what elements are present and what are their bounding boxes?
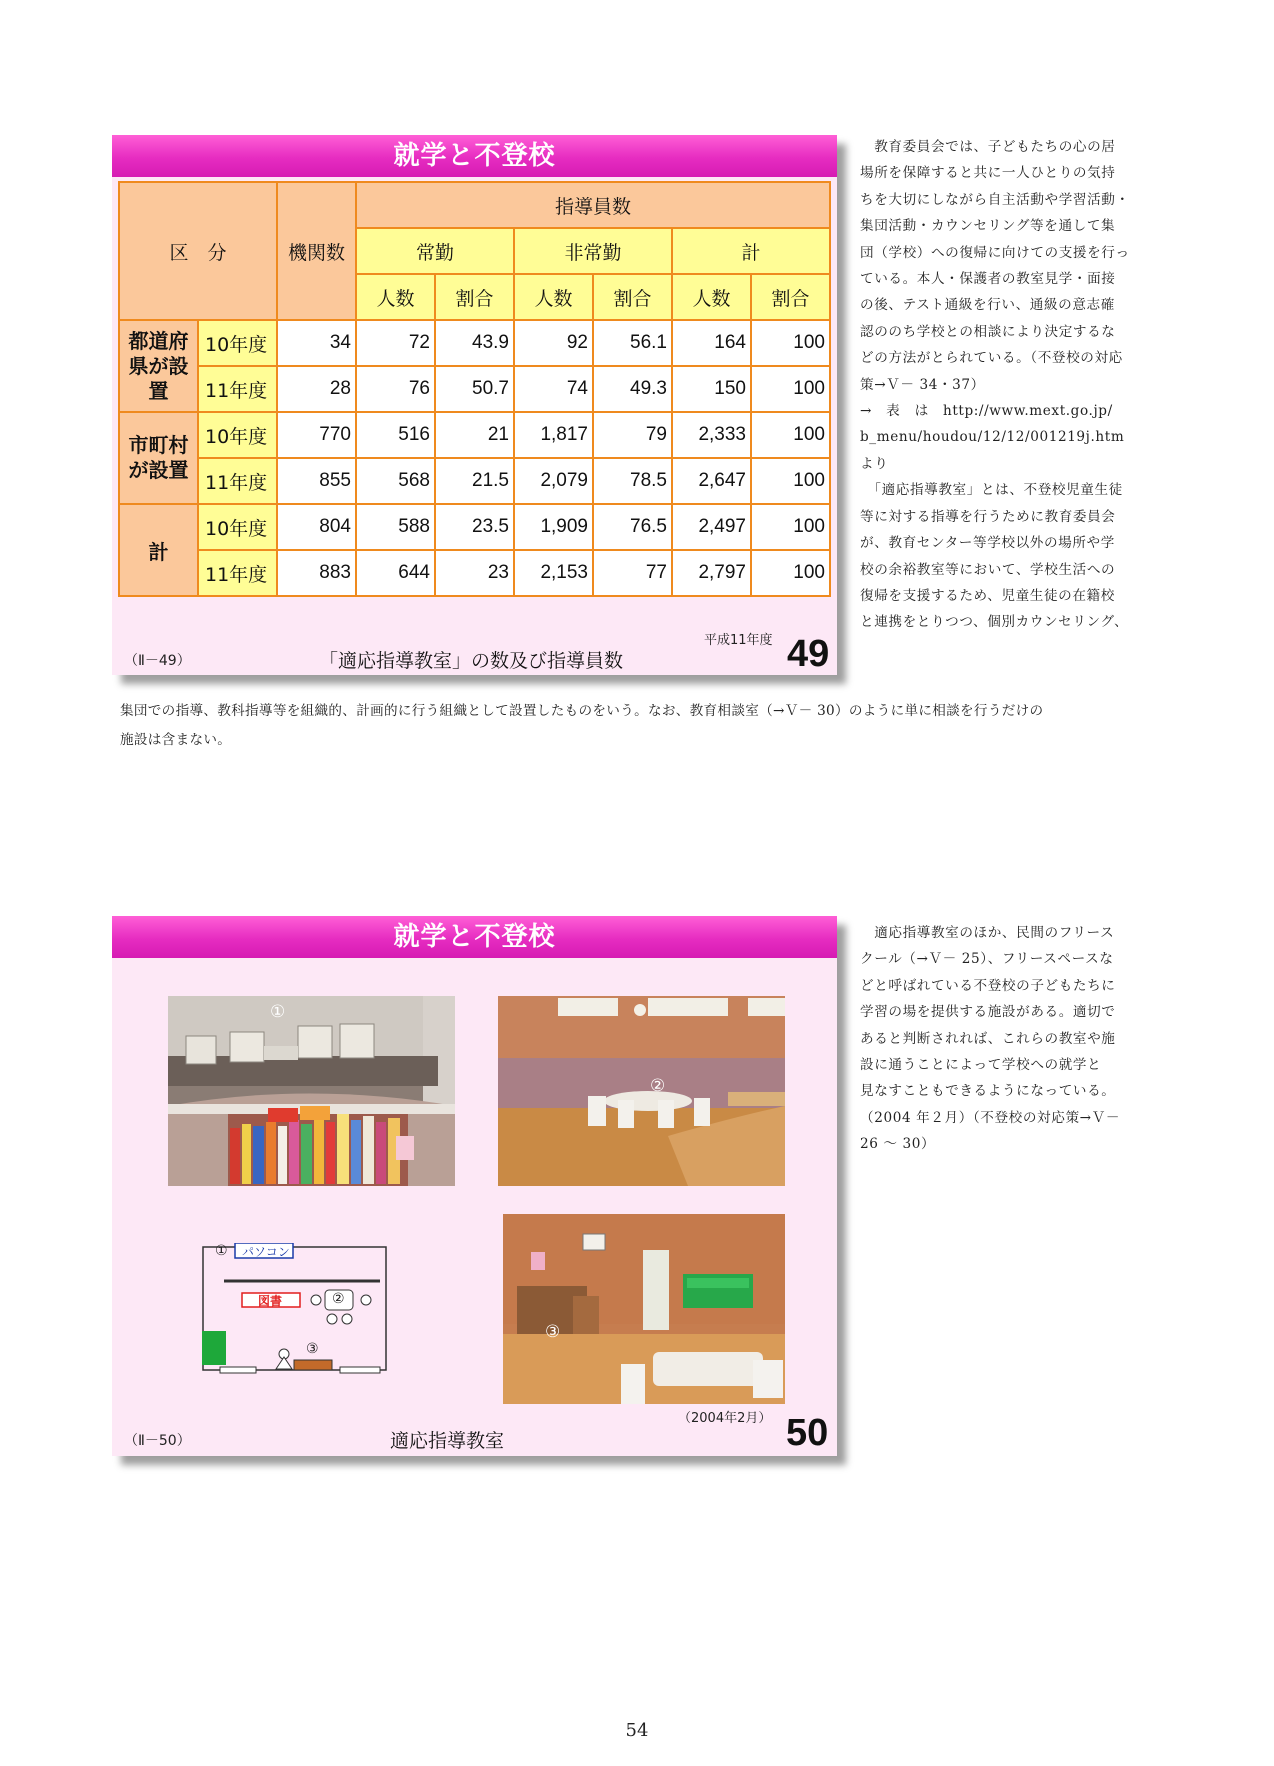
cell-institutions: 855 — [277, 458, 356, 504]
photo-room-with-tables — [498, 996, 785, 1186]
cell-ft-count: 72 — [356, 320, 435, 366]
text-line: どと呼ばれている不登校の子どもたちに — [860, 977, 1116, 994]
slide-caption: 「適応指導教室」の数及び指導員数 — [319, 650, 624, 672]
table-row — [119, 504, 830, 550]
cell-total-ratio: 100 — [751, 504, 830, 550]
cell-pt-ratio: 79 — [593, 412, 672, 458]
cell-ft-ratio: 23.5 — [435, 504, 514, 550]
cell-pt-ratio: 56.1 — [593, 320, 672, 366]
cell-total-count: 164 — [672, 320, 751, 366]
cell-ft-ratio: 50.7 — [435, 366, 514, 412]
cell-ft-count: 516 — [356, 412, 435, 458]
cell-institutions: 770 — [277, 412, 356, 458]
cell-total-ratio: 100 — [751, 550, 830, 596]
text-line: が、教育センター等学校以外の場所や学 — [860, 535, 1115, 552]
table-row — [119, 366, 830, 412]
text-line: 認ののち学校との相談により決定するな — [860, 323, 1116, 340]
text-line: 校の余裕教室等において、学校生活への — [860, 561, 1116, 578]
slide-50-description — [860, 920, 1152, 1158]
cell-ft-ratio: 23 — [435, 550, 514, 596]
row-year: 10年度 — [198, 320, 277, 366]
photo-gym-corner — [503, 1214, 785, 1404]
photo-marker: ③ — [545, 1322, 561, 1342]
slide-49-description — [860, 134, 1152, 636]
slide-code: （Ⅱ－50） — [124, 1433, 191, 1449]
text-line: 適応指導教室のほか、民間のフリース — [860, 925, 1115, 941]
header-pt-count: 人数 — [514, 274, 593, 320]
header-total-count: 人数 — [672, 274, 751, 320]
slide-49 — [112, 135, 837, 675]
header-ft-ratio: 割合 — [435, 274, 514, 320]
row-group-label: 市町村が設置 — [119, 412, 198, 504]
photo-marker: ① — [270, 1002, 286, 1022]
row-year: 11年度 — [198, 550, 277, 596]
slide-50 — [112, 916, 837, 1456]
cell-pt-count: 2,153 — [514, 550, 593, 596]
photo-computers-and-library — [168, 996, 455, 1186]
table-row — [119, 412, 830, 458]
text-line: 見なすこともできるようになっている。 — [860, 1083, 1116, 1100]
text-line: b_menu/houdou/12/12/001219j.htm — [860, 429, 1125, 446]
header-fulltime: 常勤 — [356, 228, 514, 274]
table-row — [119, 458, 830, 504]
cell-pt-count: 92 — [514, 320, 593, 366]
row-group-label: 都道府県が設置 — [119, 320, 198, 412]
cell-ft-ratio: 21.5 — [435, 458, 514, 504]
cell-total-count: 2,797 — [672, 550, 751, 596]
header-ft-count: 人数 — [356, 274, 435, 320]
text-line: どの方法がとられている。（不登校の対応 — [860, 350, 1123, 367]
row-year: 10年度 — [198, 504, 277, 550]
cell-total-ratio: 100 — [751, 412, 830, 458]
text-line: 教育委員会では、子どもたちの心の居 — [860, 139, 1116, 155]
text-line: 策→Ｖ－ 34・37） — [860, 376, 985, 393]
cell-pt-ratio: 78.5 — [593, 458, 672, 504]
cell-pt-count: 1,817 — [514, 412, 593, 458]
text-line: 設に通うことによって学校への就学と — [860, 1057, 1102, 1074]
cell-total-count: 2,333 — [672, 412, 751, 458]
cell-pt-ratio: 77 — [593, 550, 672, 596]
slide-date: （2004年2月） — [678, 1411, 772, 1426]
text-line: 団（学校）への復帰に向けての支援を行っ — [860, 244, 1130, 261]
cell-total-count: 2,497 — [672, 504, 751, 550]
text-line: 等に対する指導を行うために教育委員会 — [860, 508, 1116, 525]
text-line: 26 ～ 30） — [860, 1136, 936, 1153]
text-line: の後、テスト通級を行い、通級の意志確 — [860, 297, 1115, 314]
text-line: あると判断されれば、これらの教室や施 — [860, 1030, 1116, 1047]
photo-marker: ② — [650, 1076, 666, 1096]
text-line: クール（→Ｖ－ 25）、フリースペースな — [860, 951, 1114, 968]
cell-total-ratio: 100 — [751, 366, 830, 412]
text-line: 学習の場を提供する施設がある。適切で — [860, 1004, 1116, 1021]
plan-marker: ② — [332, 1291, 345, 1307]
text-line: 復帰を支援するため、児童生徒の在籍校 — [860, 587, 1115, 604]
plan-pc-label: パソコン — [242, 1245, 290, 1259]
slide-number: 50 — [786, 1412, 829, 1454]
slide-date: 平成11年度 — [704, 633, 773, 648]
row-year: 11年度 — [198, 366, 277, 412]
header-parttime: 非常勤 — [514, 228, 672, 274]
cell-ft-count: 644 — [356, 550, 435, 596]
row-group-label: 計 — [119, 504, 198, 596]
slide-code: （Ⅱ－49） — [124, 653, 191, 669]
cell-pt-count: 2,079 — [514, 458, 593, 504]
slide-caption: 適応指導教室 — [390, 1430, 505, 1452]
text-line: 集団での指導、教科指導等を組織的、計画的に行う組織として設置したものをいう。なお、教育相談室（→Ｖ－ 30）のように単に相談を行うだけの — [120, 703, 1044, 719]
cell-ft-count: 568 — [356, 458, 435, 504]
text-line: ている。本人・保護者の教室見学・面接 — [860, 271, 1116, 288]
row-year: 10年度 — [198, 412, 277, 458]
cell-pt-count: 74 — [514, 366, 593, 412]
cell-pt-count: 1,909 — [514, 504, 593, 550]
cell-pt-ratio: 49.3 — [593, 366, 672, 412]
cell-institutions: 28 — [277, 366, 356, 412]
cell-ft-count: 76 — [356, 366, 435, 412]
table-row — [119, 550, 830, 596]
classroom-floor-plan — [202, 1243, 402, 1383]
table-row — [119, 320, 830, 366]
header-staff: 指導員数 — [356, 182, 830, 228]
text-line: → 表 は http://www.mext.go.jp/ — [860, 403, 1113, 420]
header-pt-ratio: 割合 — [593, 274, 672, 320]
page-number: 54 — [625, 1720, 649, 1741]
plan-marker: ① — [215, 1243, 228, 1259]
cell-total-count: 2,647 — [672, 458, 751, 504]
cell-ft-ratio: 43.9 — [435, 320, 514, 366]
row-year: 11年度 — [198, 458, 277, 504]
cell-ft-count: 588 — [356, 504, 435, 550]
text-line: と連携をとりつつ、個別カウンセリング、 — [860, 614, 1129, 631]
cell-institutions: 883 — [277, 550, 356, 596]
text-line: ちを大切にしながら自主活動や学習活動・ — [860, 191, 1130, 208]
header-total: 計 — [672, 228, 830, 274]
header-institutions: 機関数 — [277, 182, 356, 320]
header-category: 区 分 — [119, 182, 277, 320]
header-total-ratio: 割合 — [751, 274, 830, 320]
text-line: （2004 年２月）（不登校の対応策→Ｖ－ — [860, 1109, 1121, 1126]
text-line: より — [860, 455, 889, 472]
text-line: 「適応指導教室」とは、不登校児童生徒 — [860, 482, 1123, 499]
text-line: 施設は含まない。 — [120, 732, 232, 748]
cell-total-ratio: 100 — [751, 458, 830, 504]
text-line: 集団活動・カウンセリング等を通して集 — [860, 218, 1116, 235]
slide-title: 就学と不登校 — [112, 135, 837, 177]
plan-library-label: 図書 — [258, 1294, 283, 1308]
cell-total-count: 150 — [672, 366, 751, 412]
text-line: 場所を保障すると共に一人ひとりの気持 — [860, 165, 1116, 182]
cell-institutions: 34 — [277, 320, 356, 366]
cell-institutions: 804 — [277, 504, 356, 550]
cell-pt-ratio: 76.5 — [593, 504, 672, 550]
cell-ft-ratio: 21 — [435, 412, 514, 458]
slide-title: 就学と不登校 — [112, 916, 837, 958]
guidance-classroom-stats-table — [118, 181, 831, 597]
cell-total-ratio: 100 — [751, 320, 830, 366]
slide-number: 49 — [787, 633, 830, 675]
plan-marker: ③ — [306, 1341, 319, 1357]
